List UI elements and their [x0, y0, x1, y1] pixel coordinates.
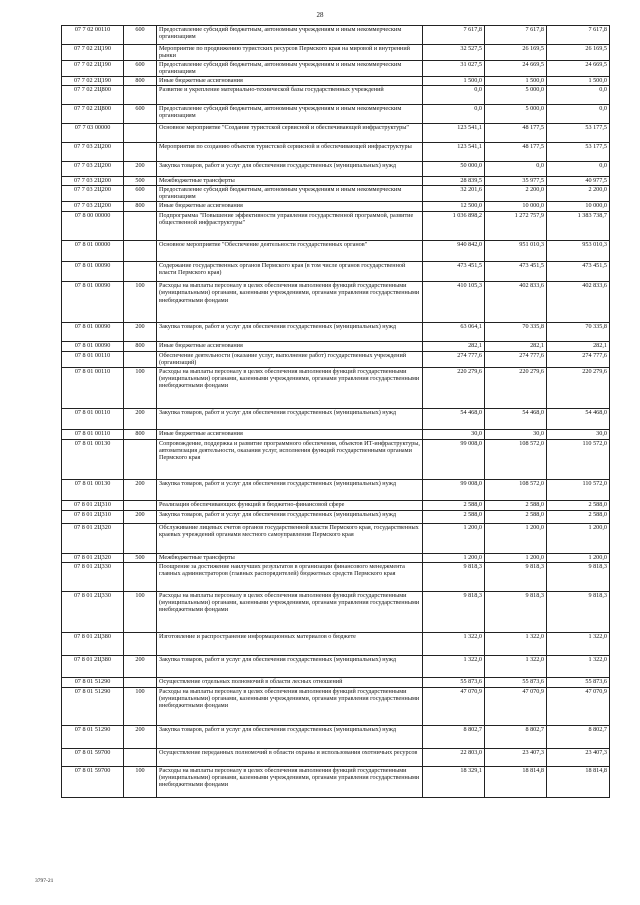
- expense-type-cell: 200: [124, 479, 157, 500]
- code-cell: 07 8 01 00110: [62, 429, 124, 439]
- name-cell: Обслуживание лицевых счетов органов государственной власти Пермского края, государственных краевых учреждений органами местного самоуправления Пермского края: [157, 523, 423, 553]
- amount-2022-cell: 220 279,6: [485, 367, 547, 408]
- code-cell: 07 7 02 2Ц190: [62, 76, 124, 85]
- amount-2022-cell: 9 818,3: [485, 562, 547, 591]
- table-row: [62, 76, 610, 85]
- table-row: [62, 408, 610, 429]
- name-cell: Подпрограмма "Повышение эффективности управления государственной программой, развитие общественной инфраструктуры": [157, 211, 423, 240]
- table-row: [62, 60, 610, 76]
- amount-2021-cell: 9 818,3: [423, 591, 485, 632]
- amount-2022-cell: 48 177,5: [485, 142, 547, 161]
- amount-2022-cell: 0,0: [485, 161, 547, 176]
- amount-2023-cell: 1 500,0: [547, 76, 610, 85]
- amount-2023-cell: 47 070,9: [547, 687, 610, 725]
- code-cell: 07 8 01 00110: [62, 408, 124, 429]
- expense-type-cell: [124, 439, 157, 479]
- name-cell: Предоставление субсидий бюджетным, автономным учреждениям и иным некоммерческим организациям: [157, 26, 423, 45]
- code-cell: 07 8 01 51290: [62, 687, 124, 725]
- amount-2022-cell: 54 468,0: [485, 408, 547, 429]
- expense-type-cell: 200: [124, 408, 157, 429]
- amount-2022-cell: 1 322,0: [485, 632, 547, 655]
- code-cell: 07 8 01 00130: [62, 479, 124, 500]
- amount-2022-cell: 2 588,0: [485, 510, 547, 523]
- table-row: [62, 687, 610, 725]
- expense-type-cell: 100: [124, 687, 157, 725]
- amount-2023-cell: 1 322,0: [547, 632, 610, 655]
- amount-2021-cell: 50 000,0: [423, 161, 485, 176]
- amount-2023-cell: 24 669,5: [547, 60, 610, 76]
- code-cell: 07 8 01 2Ц380: [62, 632, 124, 655]
- amount-2021-cell: 0,0: [423, 85, 485, 104]
- amount-2022-cell: 1 322,0: [485, 655, 547, 677]
- amount-2021-cell: 63 064,1: [423, 322, 485, 341]
- code-cell: 07 8 01 00090: [62, 281, 124, 322]
- table-row: [62, 523, 610, 553]
- amount-2021-cell: 1 200,0: [423, 523, 485, 553]
- expense-type-cell: [124, 748, 157, 766]
- amount-2023-cell: 0,0: [547, 104, 610, 123]
- amount-2021-cell: 7 617,8: [423, 26, 485, 45]
- amount-2021-cell: 2 588,0: [423, 510, 485, 523]
- amount-2021-cell: 47 070,9: [423, 687, 485, 725]
- name-cell: Предоставление субсидий бюджетным, автономным учреждениям и иным некоммерческим организациям: [157, 185, 423, 201]
- code-cell: 07 8 01 00090: [62, 261, 124, 281]
- table-row: [62, 322, 610, 341]
- table-row: [62, 766, 610, 797]
- table-row: [62, 104, 610, 123]
- name-cell: Иные бюджетные ассигнования: [157, 201, 423, 211]
- amount-2023-cell: 110 572,0: [547, 439, 610, 479]
- code-cell: 07 7 02 00110: [62, 26, 124, 45]
- amount-2023-cell: 2 588,0: [547, 510, 610, 523]
- amount-2023-cell: 2 200,0: [547, 185, 610, 201]
- name-cell: Иные бюджетные ассигнования: [157, 341, 423, 351]
- amount-2021-cell: 1 200,0: [423, 553, 485, 562]
- table-row: [62, 240, 610, 261]
- amount-2023-cell: 220 279,6: [547, 367, 610, 408]
- amount-2022-cell: 1 272 757,9: [485, 211, 547, 240]
- expense-type-cell: [124, 351, 157, 367]
- table-row: [62, 185, 610, 201]
- expense-type-cell: 600: [124, 185, 157, 201]
- name-cell: Закупка товаров, работ и услуг для обеспечения государственных (муниципальных) нужд: [157, 655, 423, 677]
- table-row: [62, 341, 610, 351]
- amount-2021-cell: 99 008,0: [423, 439, 485, 479]
- amount-2022-cell: 47 070,9: [485, 687, 547, 725]
- amount-2021-cell: 1 500,0: [423, 76, 485, 85]
- expense-type-cell: [124, 562, 157, 591]
- amount-2023-cell: 10 000,0: [547, 201, 610, 211]
- expense-type-cell: 800: [124, 76, 157, 85]
- amount-2022-cell: 10 000,0: [485, 201, 547, 211]
- amount-2021-cell: 2 588,0: [423, 500, 485, 510]
- amount-2022-cell: 23 407,3: [485, 748, 547, 766]
- amount-2022-cell: 282,1: [485, 341, 547, 351]
- amount-2021-cell: 31 027,5: [423, 60, 485, 76]
- code-cell: 07 7 02 2Ц190: [62, 60, 124, 76]
- table-row: [62, 281, 610, 322]
- amount-2023-cell: 473 451,5: [547, 261, 610, 281]
- budget-table-body: [62, 26, 610, 798]
- table-row: [62, 211, 610, 240]
- amount-2023-cell: 9 818,3: [547, 591, 610, 632]
- table-row: [62, 176, 610, 185]
- expense-type-cell: 200: [124, 655, 157, 677]
- name-cell: Основное мероприятие "Создание туристской сервисной и обеспечивающей инфраструктуры": [157, 123, 423, 142]
- expense-type-cell: [124, 142, 157, 161]
- amount-2023-cell: 0,0: [547, 161, 610, 176]
- code-cell: 07 7 03 2Ц200: [62, 142, 124, 161]
- expense-type-cell: [124, 123, 157, 142]
- amount-2022-cell: 274 777,6: [485, 351, 547, 367]
- code-cell: 07 8 01 2Ц380: [62, 655, 124, 677]
- code-cell: 07 8 01 2Ц310: [62, 500, 124, 510]
- amount-2023-cell: 30,0: [547, 429, 610, 439]
- amount-2021-cell: 32 201,6: [423, 185, 485, 201]
- table-row: [62, 500, 610, 510]
- name-cell: Осуществление переданных полномочий в области охраны и использования охотничьих ресурсов: [157, 748, 423, 766]
- table-row: [62, 439, 610, 479]
- amount-2022-cell: 70 335,8: [485, 322, 547, 341]
- expense-type-cell: 800: [124, 201, 157, 211]
- amount-2023-cell: 8 802,7: [547, 725, 610, 748]
- code-cell: 07 8 01 00110: [62, 367, 124, 408]
- code-cell: 07 7 03 2Ц200: [62, 176, 124, 185]
- budget-table: [61, 25, 610, 798]
- amount-2022-cell: 1 200,0: [485, 553, 547, 562]
- code-cell: 07 8 01 00130: [62, 439, 124, 479]
- amount-2023-cell: 402 833,6: [547, 281, 610, 322]
- code-cell: 07 7 03 2Ц200: [62, 161, 124, 176]
- code-cell: 07 8 01 51290: [62, 725, 124, 748]
- expense-type-cell: [124, 45, 157, 61]
- expense-type-cell: [124, 261, 157, 281]
- amount-2022-cell: 5 000,0: [485, 85, 547, 104]
- amount-2021-cell: 32 527,5: [423, 45, 485, 61]
- amount-2023-cell: 0,0: [547, 85, 610, 104]
- amount-2021-cell: 54 468,0: [423, 408, 485, 429]
- amount-2023-cell: 53 177,5: [547, 123, 610, 142]
- code-cell: 07 8 01 2Ц330: [62, 591, 124, 632]
- expense-type-cell: [124, 632, 157, 655]
- code-cell: 07 8 01 2Ц330: [62, 562, 124, 591]
- code-cell: 07 8 01 00090: [62, 341, 124, 351]
- table-row: [62, 85, 610, 104]
- amount-2021-cell: 9 818,3: [423, 562, 485, 591]
- expense-type-cell: [124, 677, 157, 687]
- table-row: [62, 429, 610, 439]
- amount-2023-cell: 7 617,8: [547, 26, 610, 45]
- amount-2022-cell: 108 572,0: [485, 439, 547, 479]
- name-cell: Закупка товаров, работ и услуг для обеспечения государственных (муниципальных) нужд: [157, 725, 423, 748]
- amount-2023-cell: 26 169,5: [547, 45, 610, 61]
- table-row: [62, 655, 610, 677]
- expense-type-cell: [124, 500, 157, 510]
- amount-2023-cell: 40 977,5: [547, 176, 610, 185]
- amount-2021-cell: 30,0: [423, 429, 485, 439]
- amount-2023-cell: 18 814,8: [547, 766, 610, 797]
- table-row: [62, 161, 610, 176]
- footer-code: 3797-21: [35, 878, 54, 884]
- expense-type-cell: 100: [124, 281, 157, 322]
- amount-2021-cell: 28 839,5: [423, 176, 485, 185]
- amount-2022-cell: 1 500,0: [485, 76, 547, 85]
- name-cell: Закупка товаров, работ и услуг для обеспечения государственных (муниципальных) нужд: [157, 408, 423, 429]
- expense-type-cell: 800: [124, 429, 157, 439]
- code-cell: 07 8 01 59700: [62, 748, 124, 766]
- code-cell: 07 8 01 59700: [62, 766, 124, 797]
- amount-2021-cell: 123 541,1: [423, 142, 485, 161]
- expense-type-cell: 600: [124, 104, 157, 123]
- amount-2021-cell: 8 802,7: [423, 725, 485, 748]
- name-cell: Основное мероприятие "Обеспечение деятельности государственных органов": [157, 240, 423, 261]
- code-cell: 07 7 03 2Ц200: [62, 185, 124, 201]
- amount-2023-cell: 282,1: [547, 341, 610, 351]
- amount-2021-cell: 282,1: [423, 341, 485, 351]
- name-cell: Закупка товаров, работ и услуг для обеспечения государственных (муниципальных) нужд: [157, 479, 423, 500]
- amount-2023-cell: 953 010,3: [547, 240, 610, 261]
- amount-2022-cell: 48 177,5: [485, 123, 547, 142]
- table-row: [62, 510, 610, 523]
- amount-2022-cell: 18 814,8: [485, 766, 547, 797]
- name-cell: Иные бюджетные ассигнования: [157, 429, 423, 439]
- amount-2023-cell: 53 177,5: [547, 142, 610, 161]
- name-cell: Предоставление субсидий бюджетным, автономным учреждениям и иным некоммерческим организациям: [157, 104, 423, 123]
- expense-type-cell: [124, 85, 157, 104]
- expense-type-cell: 600: [124, 26, 157, 45]
- expense-type-cell: 100: [124, 591, 157, 632]
- amount-2022-cell: 402 833,6: [485, 281, 547, 322]
- amount-2021-cell: 55 873,6: [423, 677, 485, 687]
- table-row: [62, 632, 610, 655]
- amount-2022-cell: 1 200,0: [485, 523, 547, 553]
- code-cell: 07 7 02 2Ц800: [62, 104, 124, 123]
- amount-2021-cell: 123 541,1: [423, 123, 485, 142]
- amount-2023-cell: 23 407,3: [547, 748, 610, 766]
- amount-2023-cell: 274 777,6: [547, 351, 610, 367]
- expense-type-cell: 600: [124, 60, 157, 76]
- amount-2023-cell: 9 818,3: [547, 562, 610, 591]
- table-row: [62, 261, 610, 281]
- code-cell: 07 8 01 00090: [62, 322, 124, 341]
- name-cell: Межбюджетные трансферты: [157, 176, 423, 185]
- amount-2022-cell: 473 451,5: [485, 261, 547, 281]
- table-row: [62, 677, 610, 687]
- amount-2023-cell: 54 468,0: [547, 408, 610, 429]
- name-cell: Расходы на выплаты персоналу в целях обеспечения выполнения функций государственными (муниципальными) органами, казенными учреждениями, органами управления государственными внебюджетными фондами: [157, 766, 423, 797]
- amount-2021-cell: 0,0: [423, 104, 485, 123]
- code-cell: 07 7 02 2Ц800: [62, 85, 124, 104]
- amount-2022-cell: 951 010,3: [485, 240, 547, 261]
- name-cell: Реализация обеспечивающих функций в бюджетно-финансовой сфере: [157, 500, 423, 510]
- expense-type-cell: 100: [124, 766, 157, 797]
- expense-type-cell: [124, 240, 157, 261]
- name-cell: Мероприятие по продвижению туристских ресурсов Пермского края на мировой и внутренний рынки: [157, 45, 423, 61]
- name-cell: Расходы на выплаты персоналу в целях обеспечения выполнения функций государственными (муниципальными) органами, казенными учреждениями, органами управления государственными внебюджетными фондами: [157, 687, 423, 725]
- name-cell: Осуществление отдельных полномочий в области лесных отношений: [157, 677, 423, 687]
- table-row: [62, 553, 610, 562]
- name-cell: Расходы на выплаты персоналу в целях обеспечения выполнения функций государственными (муниципальными) органами, казенными учреждениями, органами управления государственными внебюджетными фондами: [157, 591, 423, 632]
- amount-2022-cell: 9 818,3: [485, 591, 547, 632]
- name-cell: Изготовление и распространение информационных материалов о бюджете: [157, 632, 423, 655]
- code-cell: 07 8 01 00110: [62, 351, 124, 367]
- amount-2023-cell: 2 588,0: [547, 500, 610, 510]
- code-cell: 07 8 01 2Ц320: [62, 523, 124, 553]
- amount-2021-cell: 220 279,6: [423, 367, 485, 408]
- expense-type-cell: 200: [124, 510, 157, 523]
- name-cell: Развитие и укрепление материально-технической базы государственных учреждений: [157, 85, 423, 104]
- amount-2021-cell: 1 322,0: [423, 655, 485, 677]
- page-number: 28: [316, 11, 324, 19]
- table-row: [62, 367, 610, 408]
- amount-2023-cell: 1 383 738,7: [547, 211, 610, 240]
- amount-2021-cell: 1 322,0: [423, 632, 485, 655]
- amount-2022-cell: 24 669,5: [485, 60, 547, 76]
- code-cell: 07 7 03 00000: [62, 123, 124, 142]
- amount-2022-cell: 8 802,7: [485, 725, 547, 748]
- amount-2023-cell: 110 572,0: [547, 479, 610, 500]
- expense-type-cell: 500: [124, 176, 157, 185]
- amount-2021-cell: 274 777,6: [423, 351, 485, 367]
- amount-2023-cell: 1 322,0: [547, 655, 610, 677]
- name-cell: Межбюджетные трансферты: [157, 553, 423, 562]
- name-cell: Закупка товаров, работ и услуг для обеспечения государственных (муниципальных) нужд: [157, 161, 423, 176]
- amount-2022-cell: 30,0: [485, 429, 547, 439]
- name-cell: Закупка товаров, работ и услуг для обеспечения государственных (муниципальных) нужд: [157, 510, 423, 523]
- code-cell: 07 7 02 2Ц190: [62, 45, 124, 61]
- name-cell: Содержание государственных органов Пермского края (в том числе органов государственной власти Пермского края): [157, 261, 423, 281]
- amount-2022-cell: 35 977,5: [485, 176, 547, 185]
- expense-type-cell: 200: [124, 725, 157, 748]
- code-cell: 07 8 00 00000: [62, 211, 124, 240]
- code-cell: 07 8 01 51290: [62, 677, 124, 687]
- name-cell: Сопровождение, поддержка и развитие программного обеспечения, объектов ИТ-инфраструктуры, автоматизация деятельности, оказания услуг, исполнения функций государственными органами Пермского края: [157, 439, 423, 479]
- table-row: [62, 591, 610, 632]
- name-cell: Расходы на выплаты персоналу в целях обеспечения выполнения функций государственными (муниципальными) органами, казенными учреждениями, органами управления государственными внебюджетными фондами: [157, 281, 423, 322]
- amount-2021-cell: 22 803,0: [423, 748, 485, 766]
- name-cell: Обеспечение деятельности (оказание услуг, выполнение работ) государственных учреждений (организаций): [157, 351, 423, 367]
- expense-type-cell: 100: [124, 367, 157, 408]
- amount-2023-cell: 1 200,0: [547, 523, 610, 553]
- amount-2022-cell: 2 200,0: [485, 185, 547, 201]
- amount-2022-cell: 5 000,0: [485, 104, 547, 123]
- table-row: [62, 123, 610, 142]
- amount-2022-cell: 55 873,6: [485, 677, 547, 687]
- table-row: [62, 748, 610, 766]
- table-row: [62, 725, 610, 748]
- name-cell: Расходы на выплаты персоналу в целях обеспечения выполнения функций государственными (муниципальными) органами, казенными учреждениями, органами управления государственными внебюджетными фондами: [157, 367, 423, 408]
- name-cell: Предоставление субсидий бюджетным, автономным учреждениям и иным некоммерческим организациям: [157, 60, 423, 76]
- name-cell: Мероприятия по созданию объектов туристской сервисной и обеспечивающей инфраструктуры: [157, 142, 423, 161]
- table-row: [62, 45, 610, 61]
- table-row: [62, 351, 610, 367]
- table-row: [62, 26, 610, 45]
- expense-type-cell: [124, 211, 157, 240]
- expense-type-cell: 500: [124, 553, 157, 562]
- code-cell: 07 8 01 2Ц310: [62, 510, 124, 523]
- amount-2021-cell: 12 500,0: [423, 201, 485, 211]
- amount-2023-cell: 1 200,0: [547, 553, 610, 562]
- expense-type-cell: 200: [124, 322, 157, 341]
- expense-type-cell: 800: [124, 341, 157, 351]
- code-cell: 07 8 01 00000: [62, 240, 124, 261]
- expense-type-cell: 200: [124, 161, 157, 176]
- amount-2022-cell: 26 169,5: [485, 45, 547, 61]
- amount-2022-cell: 2 588,0: [485, 500, 547, 510]
- amount-2021-cell: 473 451,5: [423, 261, 485, 281]
- amount-2023-cell: 55 873,6: [547, 677, 610, 687]
- table-row: [62, 562, 610, 591]
- amount-2022-cell: 108 572,0: [485, 479, 547, 500]
- code-cell: 07 7 03 2Ц200: [62, 201, 124, 211]
- name-cell: Иные бюджетные ассигнования: [157, 76, 423, 85]
- table-row: [62, 201, 610, 211]
- expense-type-cell: [124, 523, 157, 553]
- amount-2021-cell: 99 008,0: [423, 479, 485, 500]
- amount-2021-cell: 940 842,0: [423, 240, 485, 261]
- table-row: [62, 142, 610, 161]
- table-row: [62, 479, 610, 500]
- amount-2021-cell: 410 105,3: [423, 281, 485, 322]
- amount-2022-cell: 7 617,8: [485, 26, 547, 45]
- amount-2021-cell: 18 329,1: [423, 766, 485, 797]
- name-cell: Поощрение за достижение наилучших результатов в организации финансового менеджмента главных администраторов (главных распорядителей) бюджетных средств Пермского края: [157, 562, 423, 591]
- amount-2023-cell: 70 335,8: [547, 322, 610, 341]
- amount-2021-cell: 1 036 898,2: [423, 211, 485, 240]
- code-cell: 07 8 01 2Ц320: [62, 553, 124, 562]
- name-cell: Закупка товаров, работ и услуг для обеспечения государственных (муниципальных) нужд: [157, 322, 423, 341]
